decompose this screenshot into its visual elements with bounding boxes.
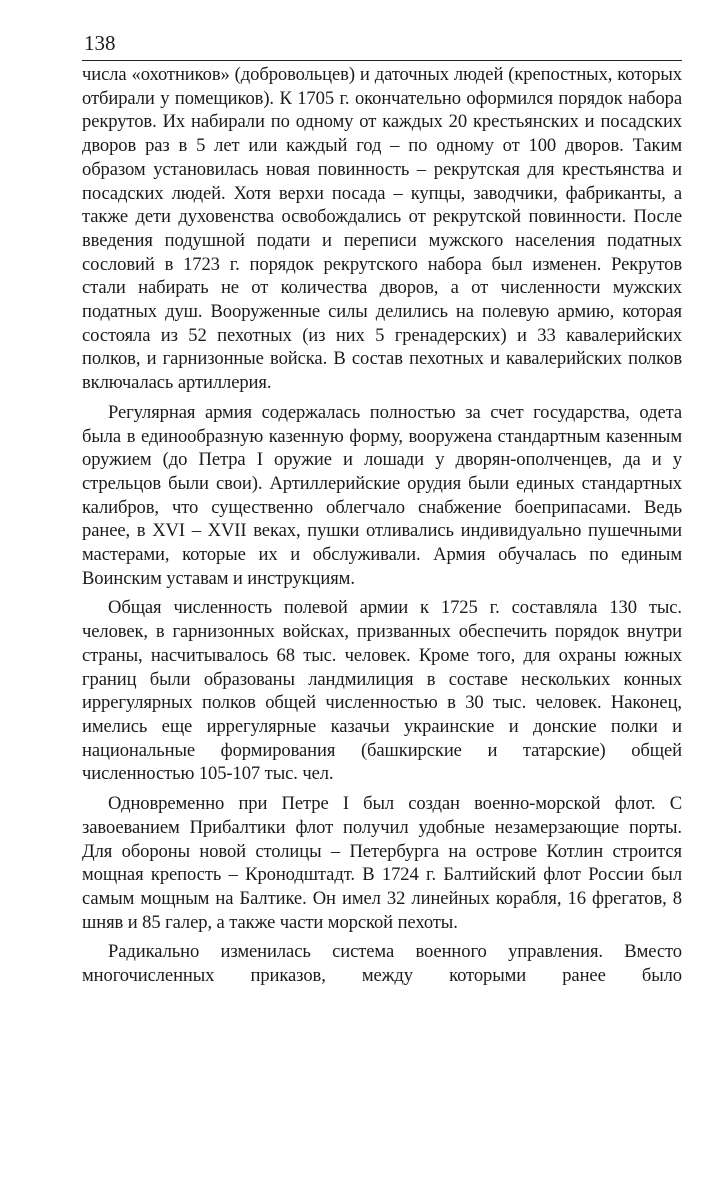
paragraph-military-administration: Радикально изменилась система военного управления. Вместо многочисленных приказов, между которыми ранее было xyxy=(82,941,682,987)
header-rule xyxy=(82,60,682,61)
paragraph-navy: Одновременно при Петре I был создан военно-морской флот. С завоеванием Прибалтики флот получил удобные незамерзающие порты. Для обороны новой столицы – Петербурга на острове Котлин строится мощная крепость – Кронодштадт. В 1724 г. Балтийский флот России был самым мощным на Балтике. Он имел 32 линейных корабля, 16 фрегатов, 8 шняв и 85 галер, а также части морской пехоты. xyxy=(82,793,682,933)
paragraph-recruitment: числа «охотников» (добровольцев) и даточных людей (крепостных, которых отбирали у помещиков). К 1705 г. окончательно оформился порядок набора рекрутов. Их набирали по одному от каждых 20 крестьянских и посадских дворов раз в 5 лет или каждый год – по одному от 100 дворов. Таким образом установилась новая повинность – рекрутская для крестьянства и посадских людей. Хотя верхи посада – купцы, заводчики, фабриканты, а также дети духовенства освобождались от рекрутской повинности. После введения подушной подати и переписи мужского населения податных сословий в 1723 г. порядок рекрутского набора был изменен. Рекрутов стали набирать не от количества дворов, а от численности мужских податных душ. Вооруженные силы делились на полевую армию, которая состояла из 52 пехотных (из них 5 гренадерских) и 33 кавалерийских полков, и гарнизонные войска. В состав пехотных и кавалерийских полков включалась артиллерия. xyxy=(82,64,682,394)
page-number: 138 xyxy=(84,31,116,55)
book-page xyxy=(82,30,682,988)
paragraph-regular-army: Регулярная армия содержалась полностью за счет государства, одета была в единообразную казенную форму, вооружена стандартным казенным оружием (до Петра I оружие и лошади у дворян-ополченцев, да и у стрельцов были свои). Артиллерийские орудия были единых стандартных калибров, что существенно облегчало снабжение боеприпасами. Ведь ранее, в XVI – XVII веках, пушки отливались индивидуально пушечными мастерами, которые их и обслуживали. Армия обучалась по единым Воинским уставам и инструкциям. xyxy=(82,401,682,589)
paragraph-army-size: Общая численность полевой армии к 1725 г. составляла 130 тыс. человек, в гарнизонных войсках, призванных обеспечить порядок внутри страны, насчитывалось 68 тыс. человек. Кроме того, для охраны южных границ были образованы ландмилиция в составе нескольких конных иррегулярных полков общей численностью в 30 тыс. человек. Наконец, имелись еще иррегулярные казачьи украинские и донские полки и национальные формирования (башкирские и татарские) общей численностью 105-107 тыс. чел. xyxy=(82,597,682,785)
